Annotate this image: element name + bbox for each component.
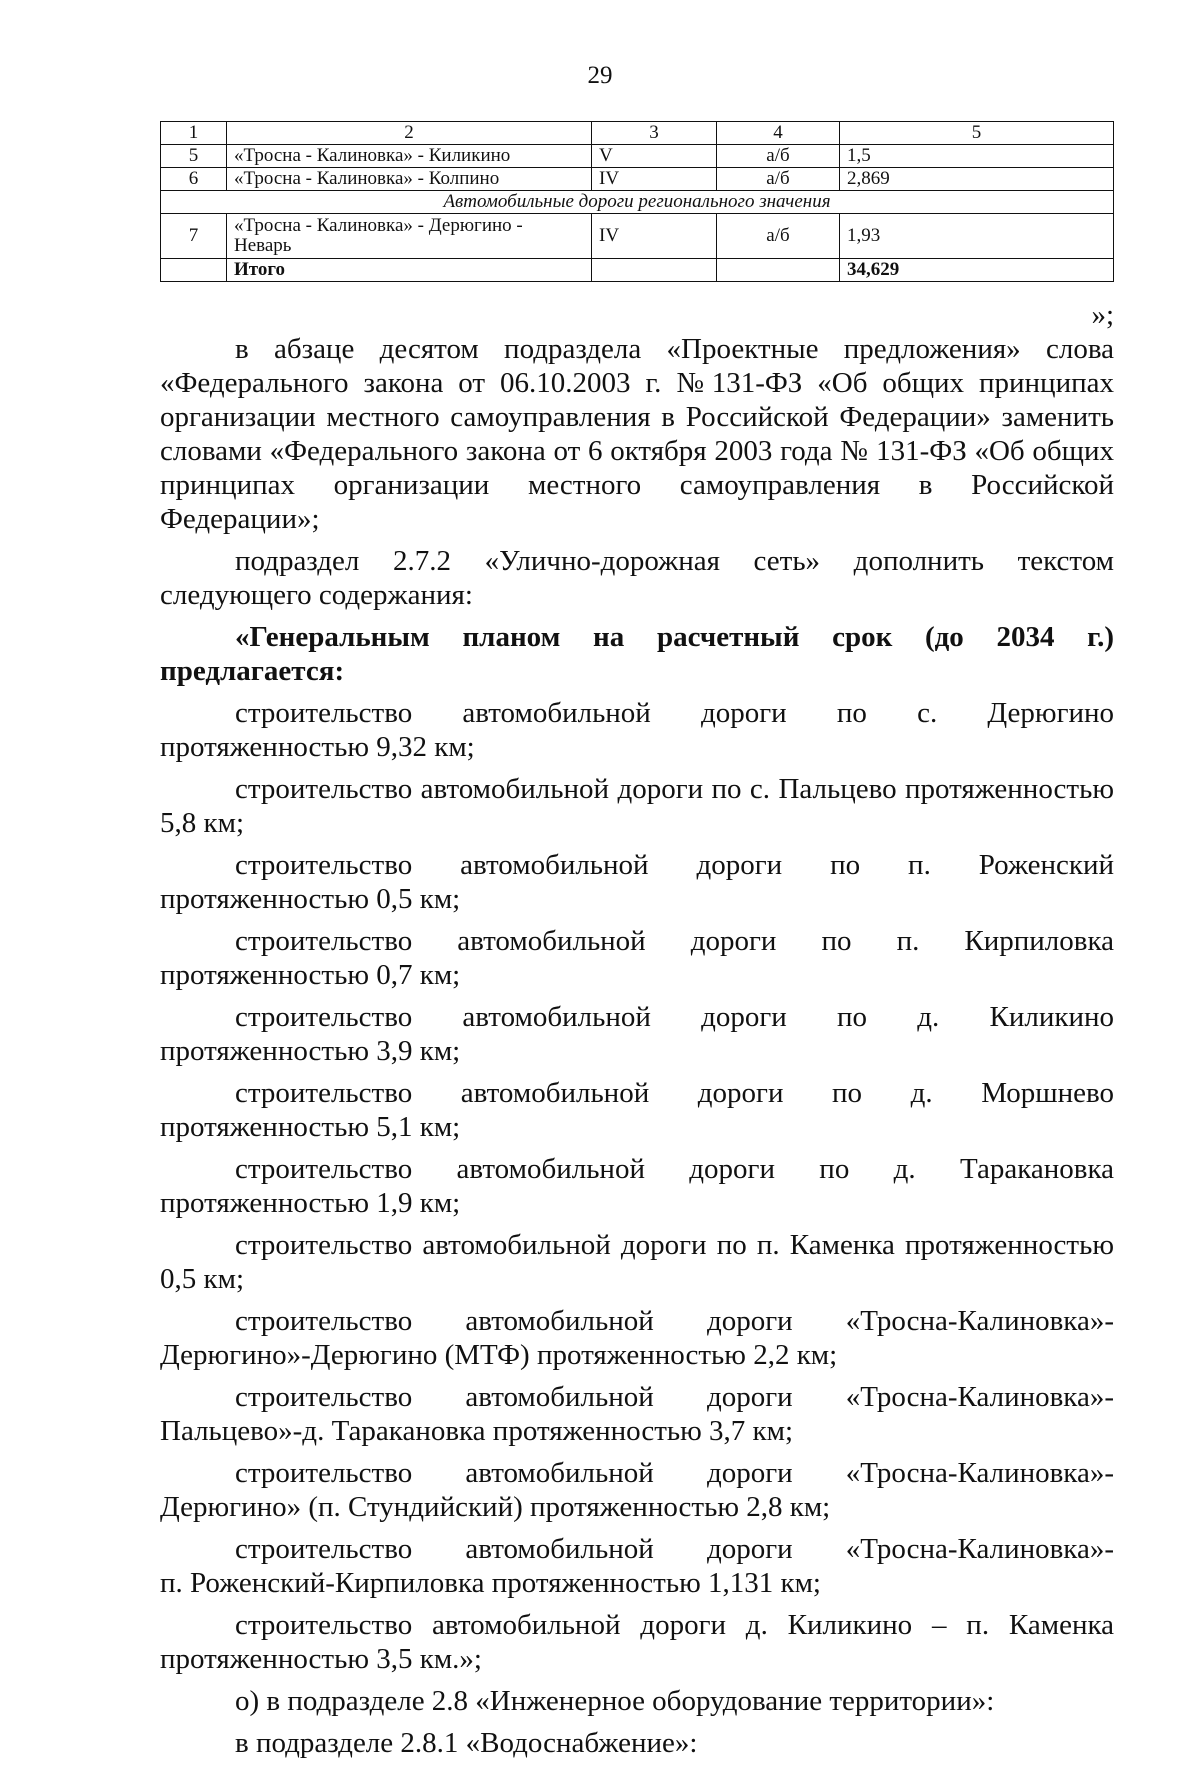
text-line: о) в подразделе 2.8 «Инженерное оборудование территории»: bbox=[235, 1685, 995, 1717]
road-name: «Тросна - Калиновка» - Киликино bbox=[227, 145, 592, 168]
text-line: в абзаце десятом подраздела «Проектные предложения» слова bbox=[235, 333, 1114, 365]
text-line: протяженностью 9,32 км; bbox=[160, 731, 475, 763]
table-header-cell: 3 bbox=[592, 122, 717, 145]
text-line: словами «Федерального закона от 6 октября 2003 года № 131-ФЗ «Об общих bbox=[160, 435, 1114, 467]
row-number: 7 bbox=[161, 214, 227, 259]
text-line: строительство автомобильной дороги по с. Дерюгино bbox=[235, 697, 1114, 729]
construction-list bbox=[160, 696, 1114, 1676]
list-item bbox=[160, 848, 1114, 916]
road-name bbox=[227, 214, 592, 259]
document-body bbox=[160, 298, 1114, 1760]
list-item bbox=[160, 1456, 1114, 1524]
text-line: 5,8 км; bbox=[160, 807, 244, 839]
text-line: предлагается: bbox=[160, 655, 345, 687]
text-line: строительство автомобильной дороги по п. Кирпиловка bbox=[235, 925, 1114, 957]
road-name: «Тросна - Калиновка» - Колпино bbox=[227, 168, 592, 191]
text-line: «Федерального закона от 06.10.2003 г. №131-ФЗ «Об общих принципах bbox=[160, 367, 1114, 399]
text-line: строительство автомобильной дороги по д. Моршнево bbox=[235, 1077, 1114, 1109]
table-header-cell: 5 bbox=[840, 122, 1114, 145]
text-line: протяженностью 3,5 км.»; bbox=[160, 1643, 482, 1675]
text-line: протяженностью 1,9 км; bbox=[160, 1187, 461, 1219]
text-line: строительство автомобильной дороги «Тросна-Калиновка»- bbox=[235, 1533, 1114, 1565]
table-row bbox=[161, 168, 1114, 191]
text-line: 0,5 км; bbox=[160, 1263, 244, 1295]
text-line: Дерюгино» (п. Стундийский) протяженностью 2,8 км; bbox=[160, 1491, 831, 1523]
list-item bbox=[160, 1152, 1114, 1220]
text-line: протяженностью 5,1 км; bbox=[160, 1111, 461, 1143]
list-item bbox=[160, 696, 1114, 764]
road-length: 2,869 bbox=[840, 168, 1114, 191]
text-line: строительство автомобильной дороги по с. Пальцево протяженностью bbox=[235, 773, 1114, 805]
total-label: Итого bbox=[227, 259, 592, 282]
road-cover: а/б bbox=[717, 168, 840, 191]
text-line: строительство автомобильной дороги «Тросна-Калиновка»- bbox=[235, 1305, 1114, 1337]
text-line: подраздел 2.7.2 «Улично-дорожная сеть» дополнить текстом bbox=[235, 545, 1114, 577]
road-name-line: Неварь bbox=[234, 235, 292, 256]
road-length: 1,5 bbox=[840, 145, 1114, 168]
table-header-row bbox=[161, 122, 1114, 145]
text-line: п. Роженский-Кирпиловка протяженностью 1,131 км; bbox=[160, 1567, 821, 1599]
total-empty-cell bbox=[161, 259, 227, 282]
road-class: V bbox=[592, 145, 717, 168]
text-line: Дерюгино»-Дерюгино (МТФ) протяженностью 2,2 км; bbox=[160, 1339, 838, 1371]
text-line: принципах организации местного самоуправления в Российской bbox=[160, 469, 1114, 501]
table-header-cell: 4 bbox=[717, 122, 840, 145]
text-line: Пальцево»-д. Таракановка протяженностью 3,7 км; bbox=[160, 1415, 794, 1447]
section-row bbox=[161, 191, 1114, 214]
text-line: строительство автомобильной дороги «Тросна-Калиновка»- bbox=[235, 1381, 1114, 1413]
row-number: 5 bbox=[161, 145, 227, 168]
text-line: протяженностью 0,5 км; bbox=[160, 883, 461, 915]
table-header-cell: 2 bbox=[227, 122, 592, 145]
text-line: строительство автомобильной дороги д. Киликино – п. Каменка bbox=[235, 1609, 1114, 1641]
text-line: строительство автомобильной дороги «Тросна-Калиновка»- bbox=[235, 1457, 1114, 1489]
text-line: строительство автомобильной дороги по д. Киликино bbox=[235, 1001, 1114, 1033]
text-line: Федерации»; bbox=[160, 503, 320, 535]
text-line: протяженностью 0,7 км; bbox=[160, 959, 461, 991]
list-item bbox=[160, 1532, 1114, 1600]
total-row bbox=[161, 259, 1114, 282]
list-item bbox=[160, 1076, 1114, 1144]
total-empty-cell bbox=[592, 259, 717, 282]
closing-mark: »; bbox=[1091, 299, 1114, 331]
road-length: 1,93 bbox=[840, 214, 1114, 259]
text-line: строительство автомобильной дороги по д. Таракановка bbox=[235, 1153, 1114, 1185]
road-class: IV bbox=[592, 214, 717, 259]
section-title: Автомобильные дороги регионального значения bbox=[161, 191, 1114, 214]
text-line: строительство автомобильной дороги по п. Каменка протяженностью bbox=[235, 1229, 1114, 1261]
row-number: 6 bbox=[161, 168, 227, 191]
text-line: «Генеральным планом на расчетный срок (до 2034 г.) bbox=[235, 621, 1114, 653]
text-line: строительство автомобильной дороги по п. Роженский bbox=[235, 849, 1114, 881]
text-line: протяженностью 3,9 км; bbox=[160, 1035, 461, 1067]
list-item bbox=[160, 1304, 1114, 1372]
text-line: следующего содержания: bbox=[160, 579, 473, 611]
paragraph-plan-intro bbox=[160, 620, 1114, 688]
paragraph-amendment bbox=[160, 332, 1114, 536]
list-item bbox=[160, 924, 1114, 992]
text-line: в подразделе 2.8.1 «Водоснабжение»: bbox=[235, 1727, 698, 1759]
road-name-line: «Тросна - Калиновка» - Дерюгино - bbox=[234, 215, 523, 237]
list-item bbox=[160, 1000, 1114, 1068]
table-header-cell: 1 bbox=[161, 122, 227, 145]
total-length: 34,629 bbox=[840, 259, 1114, 282]
road-cover: а/б bbox=[717, 214, 840, 259]
list-item bbox=[160, 1228, 1114, 1296]
page-number: 29 bbox=[587, 62, 613, 89]
list-item bbox=[160, 772, 1114, 840]
table-row bbox=[161, 214, 1114, 259]
text-line: организации местного самоуправления в Российской Федерации» заменить bbox=[160, 401, 1114, 433]
road-cover: а/б bbox=[717, 145, 840, 168]
table-row bbox=[161, 145, 1114, 168]
roads-table bbox=[160, 121, 1114, 282]
paragraph-subsection bbox=[160, 544, 1114, 612]
list-item bbox=[160, 1380, 1114, 1448]
total-empty-cell bbox=[717, 259, 840, 282]
road-class: IV bbox=[592, 168, 717, 191]
list-item bbox=[160, 1608, 1114, 1676]
